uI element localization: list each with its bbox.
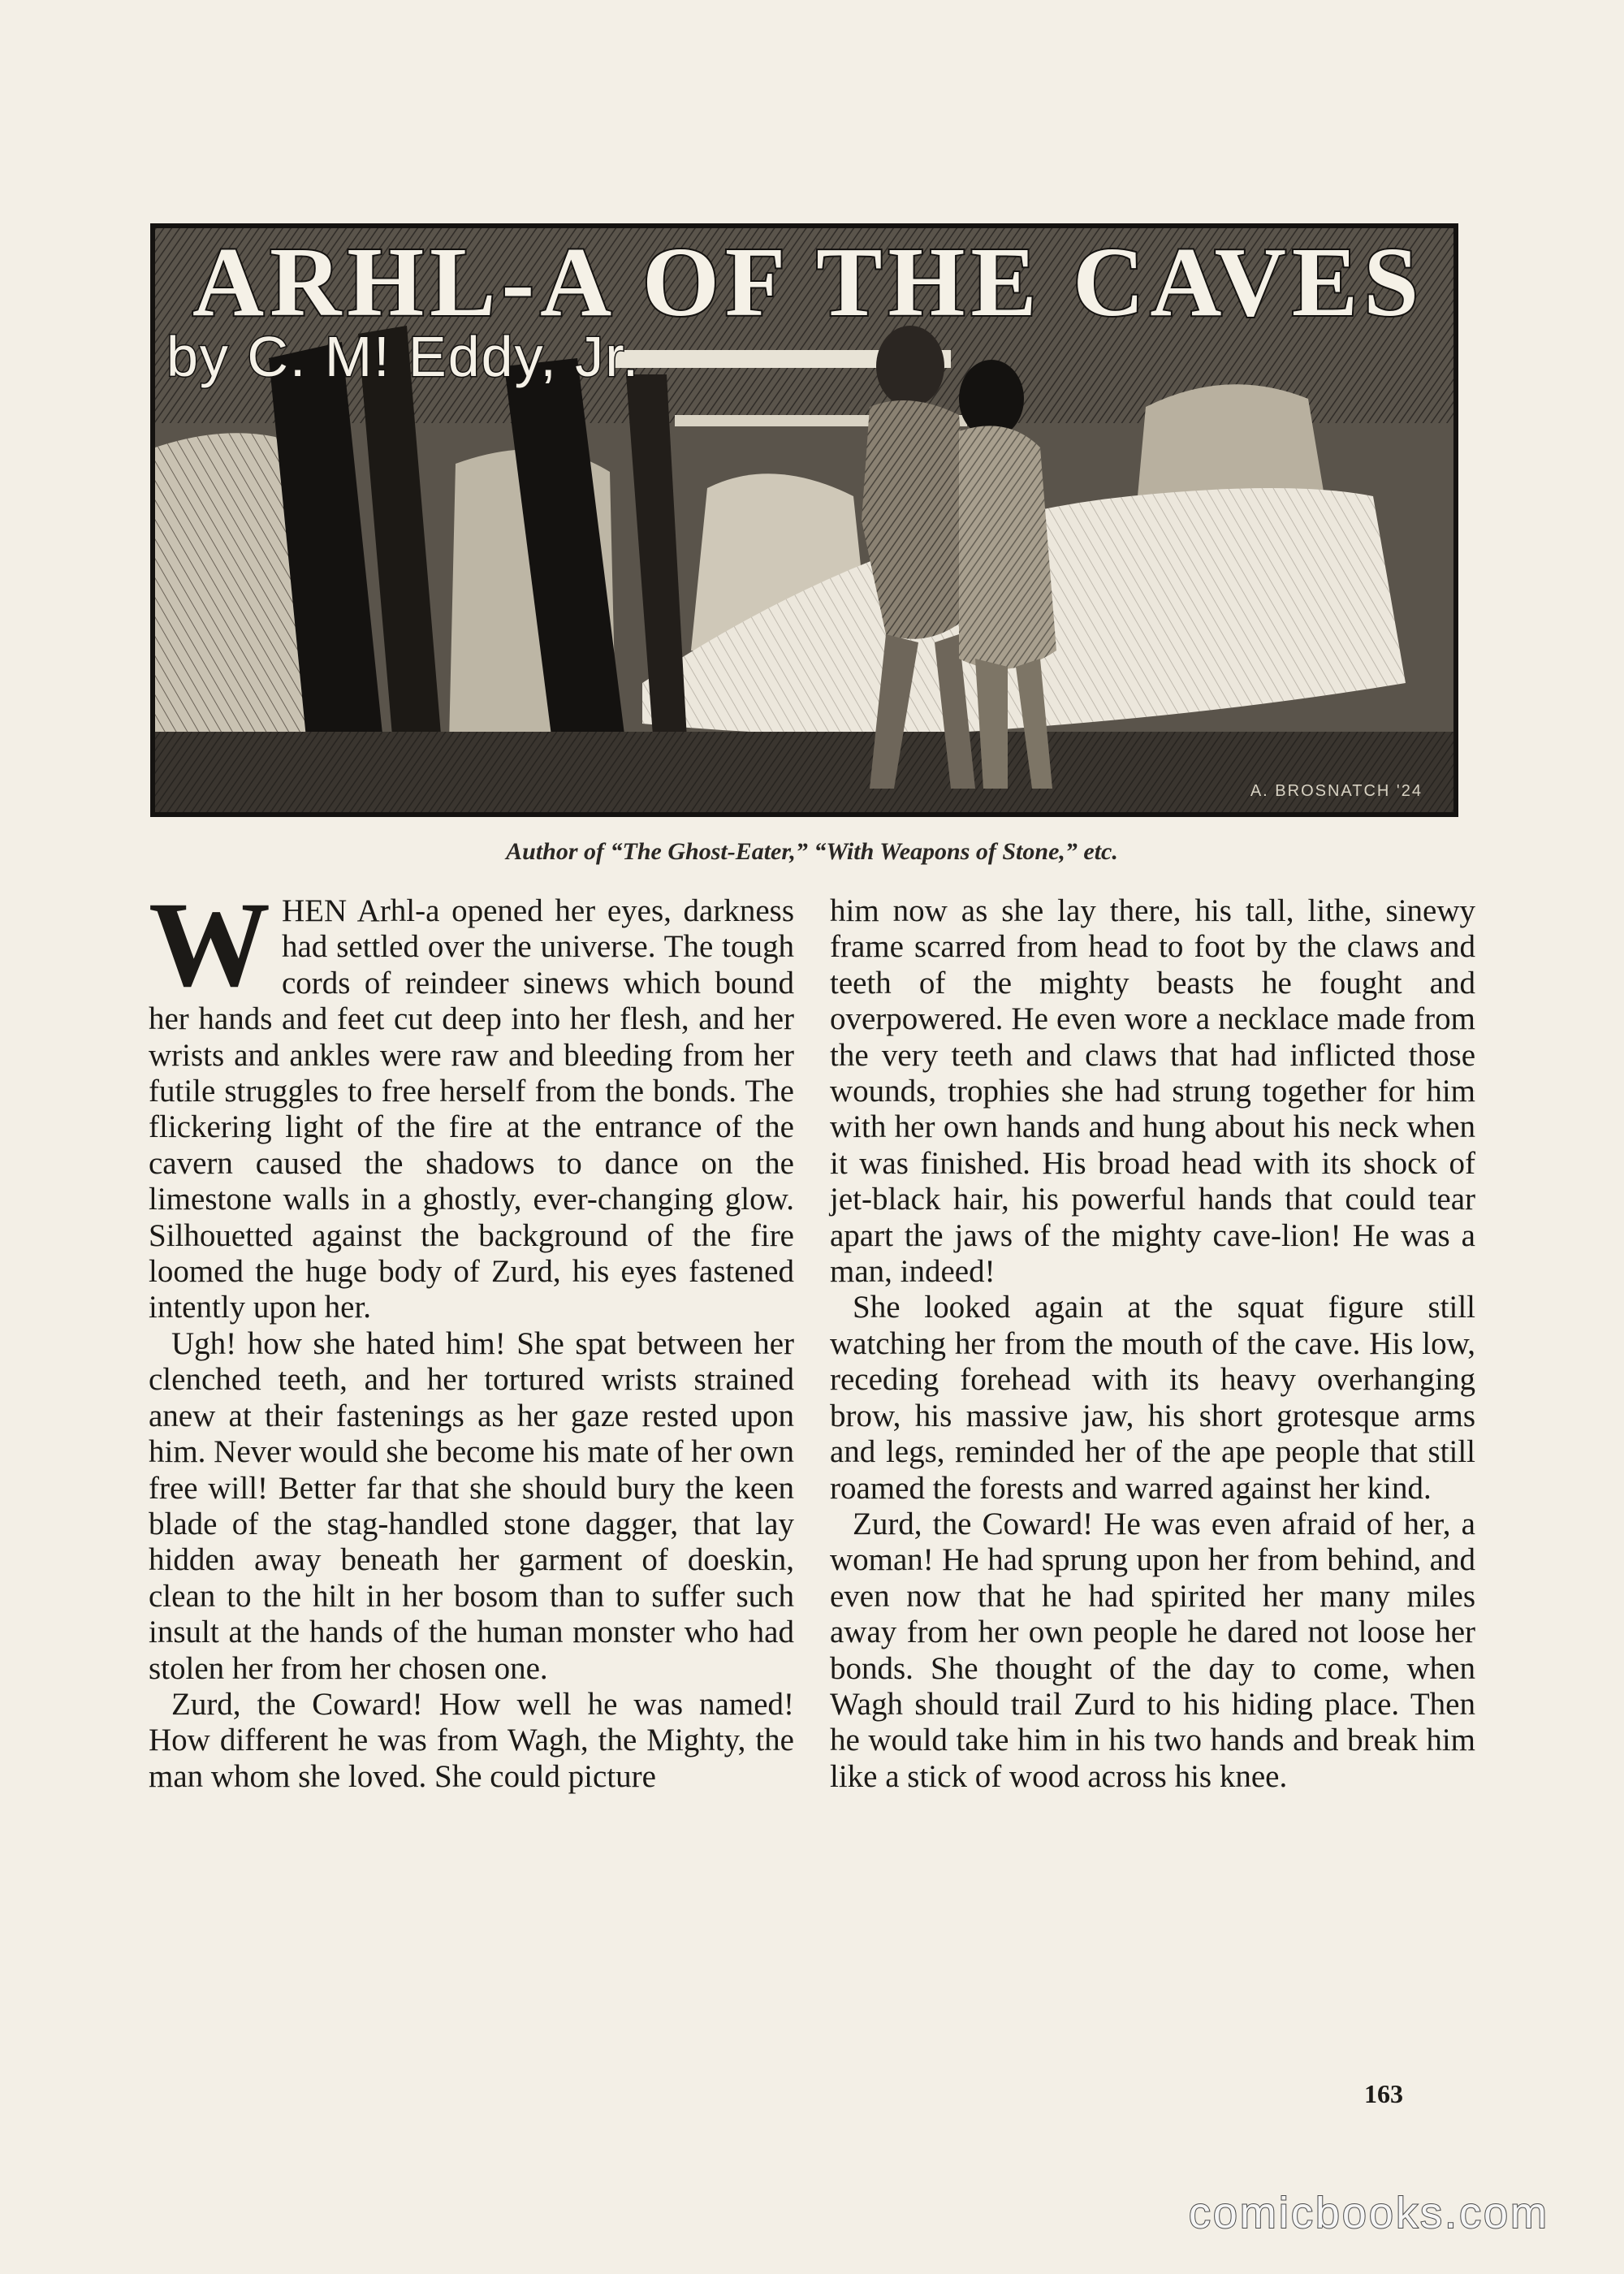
text-column-right [830,893,1475,1795]
paragraph-text: HEN Arhl-a opened her eyes, darkness had settled over the universe. The tough cords of reindeer sinews which bound her hands and feet cut deep into her flesh, and her wrists and ankles were raw and bleeding from her futile struggles to free herself from the bonds. The flickering light of the fire at the entrance of the cavern caused the shadows to dance on the limestone walls in a ghostly, ever-changing glow. Silhouetted against the background of the fire loomed the huge body of Zurd, his eyes fastened intently upon her. [149,893,794,1325]
author-credits-line: Author of “The Ghost-Eater,” “With Weapons of Stone,” etc. [506,838,1118,865]
byline: by C. M! Eddy, Jr. [166,325,641,388]
story-paragraph: Ugh! how she hated him! She spat between her clenched teeth, and her tortured wrists strained anew at their fastenings as her gaze rested upon him. Never would she become his mate of her own free will! Better far that she should bury the keen blade of the stag-handled stone dagger, that lay hidden away beneath her garment of doeskin, clean to the hilt in her bosom than to suffer such insult at the hands of the human monster who had stolen her from her chosen one. [149,1325,794,1686]
story-paragraph: She looked again at the squat figure still watching her from the mouth of the cave. His low, receding forehead with its heavy overhanging brow, his massive jaw, his short grotesque arms and legs, reminded her of the ape people that still roamed the forests and warred against her kind. [830,1290,1475,1506]
header-illustration [150,223,1458,817]
illustrator-signature: A. BROSNATCH '24 [1250,782,1423,800]
story-paragraph: Zurd, the Coward! How well he was named! How different he was from Wagh, the Mighty, the man whom she loved. She could picture [149,1686,794,1794]
page-number: 163 [1364,2079,1403,2108]
story-paragraph: Zurd, the Coward! He was even afraid of her, a woman! He had sprung upon her from behind, and even now that he had spirited her many miles away from her own people he dared not loose her bonds. She thought of the day to come, when Wagh should trail Zurd to his hiding place. Then he would take him in his two hands and break him like a stick of wood across his knee. [830,1506,1475,1794]
story-title: ARHL-A OF THE CAVES [192,227,1425,337]
drop-cap: W [149,877,270,1012]
story-paragraph: him now as she lay there, his tall, lithe, sinewy frame scarred from head to foot by the claws and teeth of the mighty beasts he fought and overpowered. He even wore a necklace made from the very teeth and claws that had inflicted those wounds, trophies she had strung together for him with her own hands and hung about his neck when it was finished. His broad head with its shock of jet-black hair, his powerful hands that could tear apart the jaws of the mighty cave-lion! He was a man, indeed! [830,893,1475,1290]
site-watermark: comicbooks.com [1188,2189,1549,2237]
text-column-left [149,877,794,1795]
story-paragraph [149,877,794,1326]
